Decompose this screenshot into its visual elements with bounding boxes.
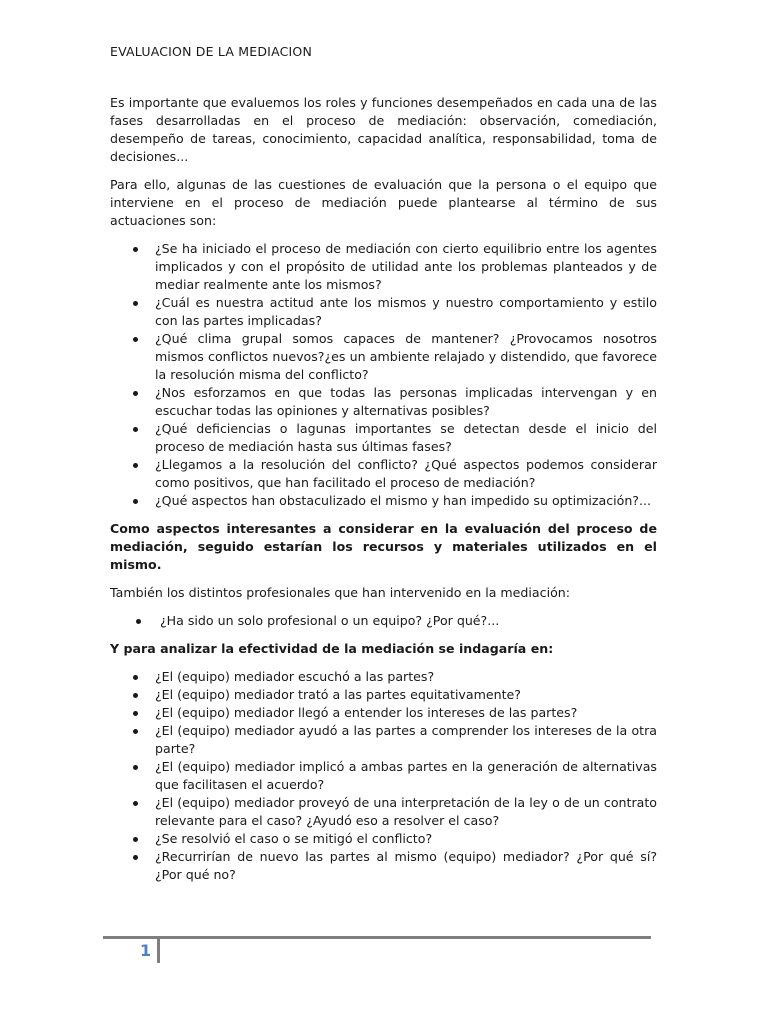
list-item: ¿El (equipo) mediador implicó a ambas partes en la generación de alternativas que facilitasen el acuerdo? <box>110 758 657 794</box>
list-item: ¿El (equipo) mediador ayudó a las partes a comprender los intereses de la otra parte? <box>110 722 657 758</box>
bullet-icon <box>133 837 138 842</box>
bullet-icon <box>133 499 138 504</box>
bullet-icon <box>133 729 138 734</box>
bullet-icon <box>133 391 138 396</box>
bullet-icon <box>136 619 141 624</box>
professionals-list <box>110 612 657 630</box>
bullet-icon <box>133 801 138 806</box>
bullet-icon <box>133 693 138 698</box>
footer-divider <box>157 939 160 963</box>
bullet-icon <box>133 337 138 342</box>
list-item: ¿Cuál es nuestra actitud ante los mismos y nuestro comportamiento y estilo con las partes implicadas? <box>110 294 657 330</box>
footer-rule <box>103 936 651 939</box>
bullet-icon <box>133 765 138 770</box>
bullet-icon <box>133 247 138 252</box>
list-item: ¿Qué clima grupal somos capaces de mantener? ¿Provocamos nosotros mismos conflictos nuevos?¿es un ambiente relajado y distendido, que favorece la resolución misma del conflicto? <box>110 330 657 384</box>
list-item: ¿El (equipo) mediador proveyó de una interpretación de la ley o de un contrato relevante para el caso? ¿Ayudó eso a resolver el caso? <box>110 794 657 830</box>
list-item: ¿Llegamos a la resolución del conflicto? ¿Qué aspectos podemos considerar como positivos, que han facilitado el proceso de mediación? <box>110 456 657 492</box>
document-body <box>110 94 657 894</box>
list-item: ¿Qué deficiencias o lagunas importantes se detectan desde el inicio del proceso de mediación hasta sus últimas fases? <box>110 420 657 456</box>
list-item: ¿El (equipo) mediador llegó a entender los intereses de las partes? <box>110 704 657 722</box>
list-item: ¿Se resolvió el caso o se mitigó el conflicto? <box>110 830 657 848</box>
resources-bold-paragraph: Como aspectos interesantes a considerar en la evaluación del proceso de mediación, seguido estarían los recursos y materiales utilizados en el mismo. <box>110 521 657 572</box>
bullet-icon <box>133 675 138 680</box>
bullet-icon <box>133 855 138 860</box>
list-item: ¿Ha sido un solo profesional o un equipo? ¿Por qué?... <box>110 612 657 630</box>
bullet-icon <box>133 427 138 432</box>
page-number: 1 <box>140 941 152 960</box>
effectiveness-questions-list <box>110 668 657 884</box>
list-item: ¿Se ha iniciado el proceso de mediación con cierto equilibrio entre los agentes implicados y con el propósito de utilidad ante los problemas planteados y de mediar realmente ante los mismos? <box>110 240 657 294</box>
list-item: ¿Nos esforzamos en que todas las personas implicadas intervengan y en escuchar todas las opiniones y alternativas posibles? <box>110 384 657 420</box>
effectiveness-bold-paragraph: Y para analizar la efectividad de la mediación se indagaría en: <box>110 641 554 656</box>
questions-intro-paragraph: Para ello, algunas de las cuestiones de evaluación que la persona o el equipo que interviene en el proceso de mediación puede plantearse al término de sus actuaciones son: <box>110 177 657 228</box>
document-header: EVALUACION DE LA MEDIACION <box>110 44 313 59</box>
list-item: ¿Qué aspectos han obstaculizado el mismo y han impedido su optimización?... <box>110 492 657 510</box>
list-item: ¿El (equipo) mediador trató a las partes equitativamente? <box>110 686 657 704</box>
intro-paragraph: Es importante que evaluemos los roles y funciones desempeñados en cada una de las fases desarrolladas en el proceso de mediación: observación, comediación, desempeño de tareas, conocimiento, capacidad analítica, responsabilidad, toma de decisiones... <box>110 95 657 164</box>
list-item: ¿Recurrirían de nuevo las partes al mismo (equipo) mediador? ¿Por qué sí? ¿Por qué no? <box>110 848 657 884</box>
list-item: ¿El (equipo) mediador escuchó a las partes? <box>110 668 657 686</box>
evaluation-questions-list <box>110 240 657 510</box>
bullet-icon <box>133 711 138 716</box>
bullet-icon <box>133 463 138 468</box>
bullet-icon <box>133 301 138 306</box>
professionals-paragraph: También los distintos profesionales que han intervenido en la mediación: <box>110 585 570 600</box>
